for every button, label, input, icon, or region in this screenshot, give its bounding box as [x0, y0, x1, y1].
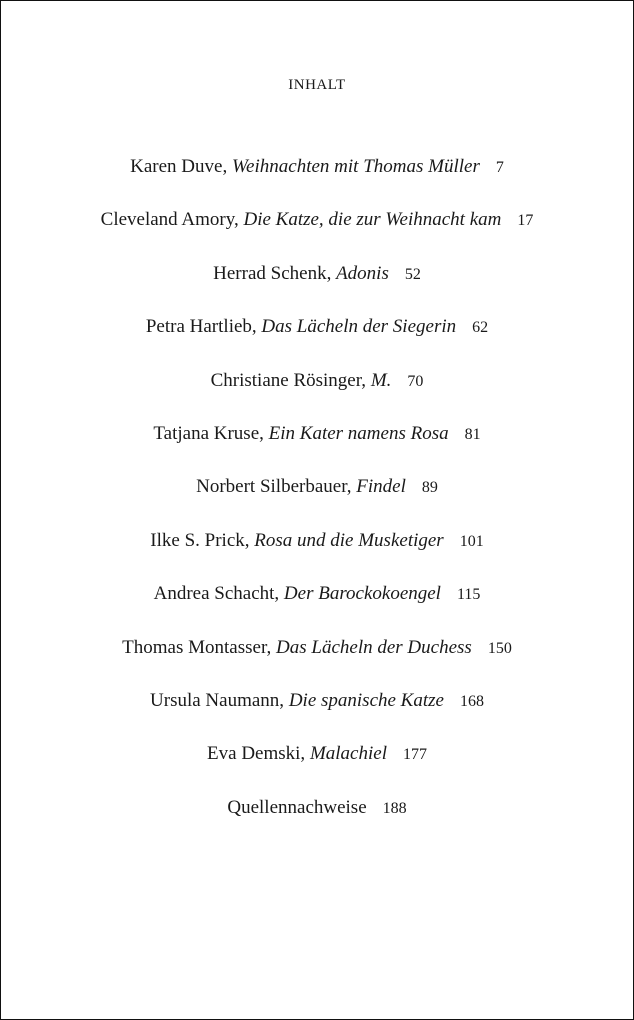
- toc-entry: [1, 579, 633, 632]
- toc-title: Adonis: [336, 262, 389, 284]
- toc-entry: [1, 259, 633, 312]
- toc-page-number: 17: [517, 212, 534, 230]
- toc-page-number: 7: [495, 159, 504, 176]
- toc-author: Norbert Silberbauer,: [196, 476, 352, 498]
- toc-author: Petra Hartlieb,: [145, 316, 257, 338]
- toc-entry: [1, 312, 633, 365]
- toc-page-number: 89: [421, 479, 438, 497]
- toc-title: M.: [370, 369, 392, 391]
- toc-author: Cleveland Amory,: [100, 209, 239, 231]
- toc-entry: [1, 526, 633, 579]
- toc-title: Malachiel: [309, 743, 387, 765]
- toc-page-number: 70: [407, 372, 424, 390]
- toc-page-number: 52: [404, 265, 421, 283]
- toc-author: Eva Demski,: [207, 743, 306, 765]
- toc-page-number: 81: [464, 425, 481, 443]
- toc-page-number: 150: [487, 639, 512, 657]
- toc-entry: [1, 633, 633, 686]
- toc-sources-label: Quellennachweise: [227, 796, 367, 818]
- toc-title: Weihnachten mit Thomas Müller: [231, 156, 480, 177]
- toc-title: Rosa und die Musketiger: [254, 529, 444, 551]
- toc-page-number: 188: [382, 799, 407, 817]
- toc-entry: [1, 152, 633, 205]
- toc-author: Andrea Schacht,: [153, 583, 280, 605]
- toc-author: Christiane Rösinger,: [210, 369, 367, 391]
- toc-author: Thomas Montasser,: [122, 636, 272, 658]
- toc-page-number: 177: [402, 746, 427, 764]
- toc-title: Findel: [356, 476, 406, 498]
- toc-title: Das Lächeln der Duchess: [276, 636, 472, 658]
- toc-title: Der Barockokoengel: [283, 583, 441, 605]
- toc-page-number: 168: [459, 692, 484, 710]
- toc-title: Das Lächeln der Siegerin: [261, 316, 457, 338]
- toc-entry: [1, 205, 633, 258]
- toc-page-number: 115: [456, 586, 481, 604]
- toc-author: Ilke S. Prick,: [150, 529, 250, 551]
- toc-author: Tatjana Kruse,: [153, 422, 264, 444]
- toc-entry: [1, 366, 633, 419]
- table-of-contents: [1, 152, 633, 846]
- toc-entry: [1, 472, 633, 525]
- toc-entry: [1, 686, 633, 739]
- toc-page-number: 62: [472, 319, 489, 337]
- toc-entry: [1, 419, 633, 472]
- toc-author: Karen Duve,: [130, 156, 228, 177]
- toc-title: Ein Kater namens Rosa: [268, 422, 449, 444]
- toc-entry: [1, 793, 633, 846]
- toc-entry: [1, 739, 633, 792]
- toc-page-number: 101: [459, 532, 484, 550]
- toc-author: Ursula Naumann,: [150, 689, 285, 711]
- toc-title: Die spanische Katze: [288, 689, 444, 711]
- contents-heading: INHALT: [288, 77, 346, 93]
- toc-title: Die Katze, die zur Weihnacht kam: [243, 209, 502, 231]
- toc-author: Herrad Schenk,: [213, 262, 332, 284]
